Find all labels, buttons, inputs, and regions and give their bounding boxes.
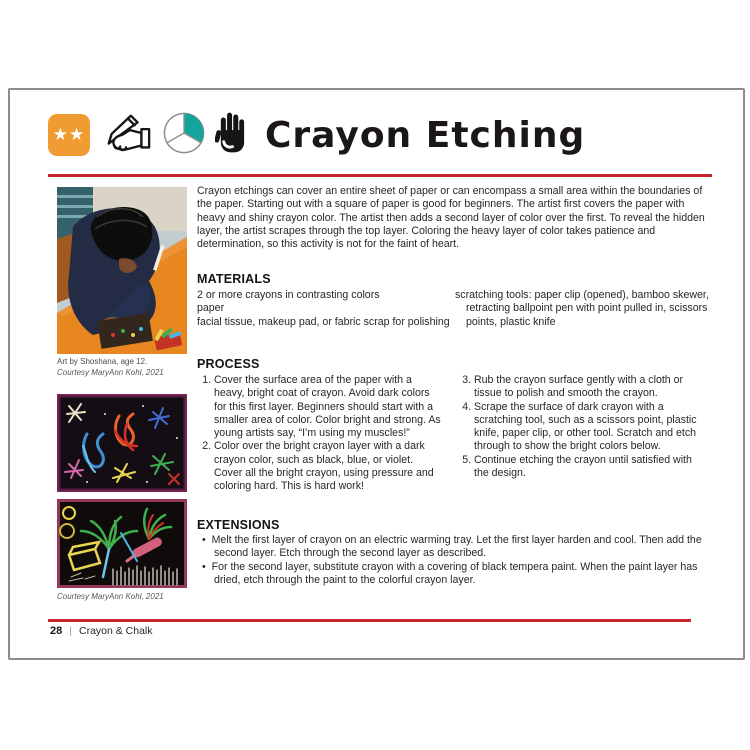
photo1-caption	[57, 357, 202, 378]
material-item: facial tissue, makeup pad, or fabric scrap for polishing	[197, 315, 450, 328]
difficulty-stars-badge	[48, 114, 90, 156]
intro-paragraph: Crayon etchings can cover an entire sheet of paper or can encompass a small area within the boundaries of the paper. Starting out with a square of paper is good for beginners. The artist first covers the paper with heavy and shiny crayon color. The artist then adds a second layer of color over the first. To reveal the hidden layer, the artist scrapes through the top layer. Coloring the heavy layer of color takes patience and determination, so this activity is not for the faint of heart.	[197, 185, 705, 251]
materials-heading: MATERIALS	[197, 272, 271, 286]
process-steps-left	[199, 374, 442, 494]
material-item: 2 or more crayons in contrasting colors	[197, 289, 380, 301]
photo-etching-stars	[57, 394, 187, 492]
page-header	[48, 110, 585, 160]
extensions-list	[202, 534, 717, 587]
process-heading: PROCESS	[197, 357, 260, 371]
material-item: scratching tools: paper clip (opened), bamboo skewer, retracting ballpoint pen with point pulled in, scissors points, plastic knife	[455, 289, 709, 328]
page-footer	[50, 625, 153, 637]
materials-list-right	[455, 289, 715, 329]
photo-etching-palm	[57, 499, 187, 588]
process-step: 4. Scrape the surface of dark crayon with a scratching tool, such as a scissors point, plastic knife, paper clip, or other tool. Scratch and etch through to show the bright colors below.	[474, 401, 707, 454]
material-item: paper	[197, 302, 225, 315]
photo-child-working	[57, 187, 187, 354]
photo3-caption: Courtesy MaryAnn Kohl, 2021	[57, 592, 164, 601]
process-step: 1. Cover the surface area of the paper with a heavy, bright coat of crayon. Avoid dark colors for this first layer. Beginners should start with a smaller area of color. Color bright and strong. As young artists say, “I’m using my muscles!”	[214, 374, 442, 440]
extension-item: • For the second layer, substitute crayon with a covering of black tempera paint. When the paint layer has dried, etch through the paint to the colorful crayon layer.	[202, 561, 717, 588]
header-divider-rule	[48, 174, 712, 177]
photo1-caption-line2: Courtesy MaryAnn Kohl, 2021	[57, 367, 164, 377]
page-title: Crayon Etching	[265, 114, 586, 156]
footer-divider-glyph: |	[69, 625, 72, 637]
extensions-heading: EXTENSIONS	[197, 518, 280, 532]
footer-section-title: Crayon & Chalk	[78, 625, 153, 637]
book-page	[8, 88, 745, 660]
process-step: 3. Rub the crayon surface gently with a cloth or tissue to polish and smooth the crayon.	[474, 374, 707, 401]
two-stars-icon: ★★	[52, 124, 86, 144]
photo1-caption-line1: Art by Shoshana, age 12.	[57, 357, 148, 366]
extension-item: • Melt the first layer of crayon on an electric warming tray. Let the first layer harden and cool. Then add the second layer. Etch through the second layer as described.	[202, 534, 717, 561]
page-number: 28	[50, 625, 63, 637]
process-steps-right	[459, 374, 707, 480]
process-step: 2. Color over the bright crayon layer with a dark crayon color, such as black, blue, or violet. Cover all the bright crayon, using pressure and coloring hard. This is hard work!	[214, 440, 442, 493]
time-pie-icon	[162, 111, 206, 160]
footer-divider-rule	[48, 619, 691, 622]
materials-list-left	[197, 289, 451, 329]
process-step: 5. Continue etching the crayon until satisfied with the design.	[474, 454, 707, 481]
raised-hand-icon	[215, 110, 248, 161]
drawing-hand-icon	[101, 111, 153, 160]
